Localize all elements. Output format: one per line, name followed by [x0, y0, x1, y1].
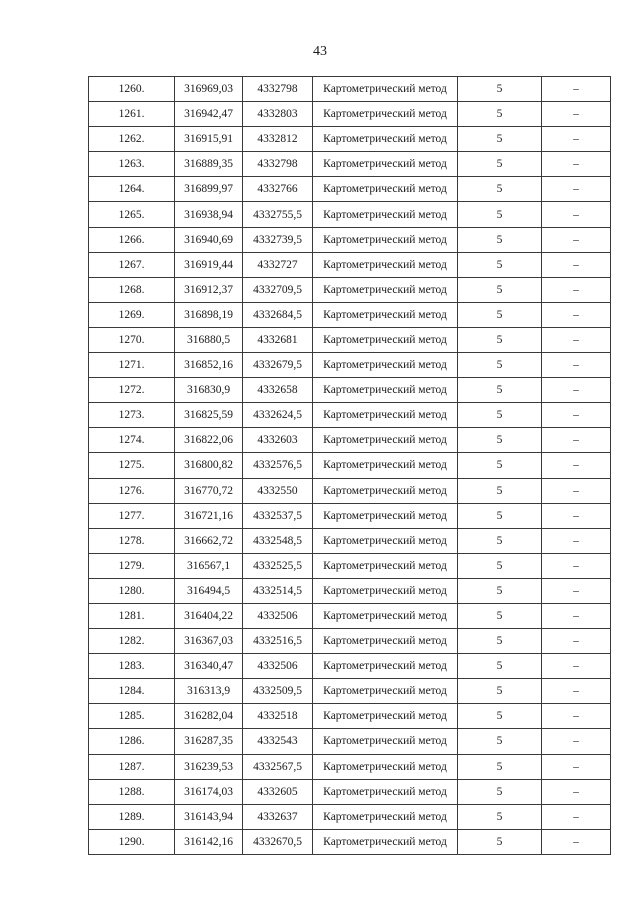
note-cell: –	[542, 603, 611, 628]
point-number-cell: 1271.	[89, 353, 175, 378]
table-row	[89, 327, 611, 352]
point-number-cell: 1268.	[89, 277, 175, 302]
accuracy-cell: 5	[458, 227, 542, 252]
accuracy-cell: 5	[458, 252, 542, 277]
point-number-cell: 1269.	[89, 302, 175, 327]
accuracy-cell: 5	[458, 302, 542, 327]
accuracy-cell: 5	[458, 528, 542, 553]
x-coordinate-cell: 316938,94	[175, 202, 243, 227]
accuracy-cell: 5	[458, 654, 542, 679]
accuracy-cell: 5	[458, 603, 542, 628]
accuracy-cell: 5	[458, 202, 542, 227]
x-coordinate-cell: 316825,59	[175, 403, 243, 428]
table-row	[89, 629, 611, 654]
note-cell: –	[542, 378, 611, 403]
y-coordinate-cell: 4332684,5	[243, 302, 313, 327]
table-row	[89, 177, 611, 202]
x-coordinate-cell: 316404,22	[175, 603, 243, 628]
y-coordinate-cell: 4332798	[243, 77, 313, 102]
accuracy-cell: 5	[458, 277, 542, 302]
note-cell: –	[542, 77, 611, 102]
point-number-cell: 1285.	[89, 704, 175, 729]
y-coordinate-cell: 4332658	[243, 378, 313, 403]
table-row	[89, 102, 611, 127]
note-cell: –	[542, 729, 611, 754]
table-row	[89, 704, 611, 729]
point-number-cell: 1281.	[89, 603, 175, 628]
method-cell: Картометрический метод	[313, 829, 458, 854]
note-cell: –	[542, 202, 611, 227]
method-cell: Картометрический метод	[313, 654, 458, 679]
note-cell: –	[542, 754, 611, 779]
note-cell: –	[542, 102, 611, 127]
method-cell: Картометрический метод	[313, 177, 458, 202]
method-cell: Картометрический метод	[313, 227, 458, 252]
note-cell: –	[542, 654, 611, 679]
note-cell: –	[542, 679, 611, 704]
note-cell: –	[542, 704, 611, 729]
table-row	[89, 578, 611, 603]
note-cell: –	[542, 528, 611, 553]
method-cell: Картометрический метод	[313, 754, 458, 779]
accuracy-cell: 5	[458, 177, 542, 202]
y-coordinate-cell: 4332727	[243, 252, 313, 277]
table-row	[89, 277, 611, 302]
coordinates-table	[88, 76, 611, 855]
method-cell: Картометрический метод	[313, 679, 458, 704]
accuracy-cell: 5	[458, 403, 542, 428]
point-number-cell: 1287.	[89, 754, 175, 779]
x-coordinate-cell: 316830,9	[175, 378, 243, 403]
accuracy-cell: 5	[458, 503, 542, 528]
point-number-cell: 1273.	[89, 403, 175, 428]
y-coordinate-cell: 4332766	[243, 177, 313, 202]
note-cell: –	[542, 553, 611, 578]
note-cell: –	[542, 327, 611, 352]
table-row	[89, 603, 611, 628]
y-coordinate-cell: 4332812	[243, 127, 313, 152]
accuracy-cell: 5	[458, 704, 542, 729]
x-coordinate-cell: 316143,94	[175, 804, 243, 829]
y-coordinate-cell: 4332543	[243, 729, 313, 754]
point-number-cell: 1267.	[89, 252, 175, 277]
table-row	[89, 829, 611, 854]
y-coordinate-cell: 4332550	[243, 478, 313, 503]
accuracy-cell: 5	[458, 578, 542, 603]
y-coordinate-cell: 4332567,5	[243, 754, 313, 779]
y-coordinate-cell: 4332679,5	[243, 353, 313, 378]
point-number-cell: 1262.	[89, 127, 175, 152]
accuracy-cell: 5	[458, 478, 542, 503]
table-row	[89, 453, 611, 478]
method-cell: Картометрический метод	[313, 302, 458, 327]
accuracy-cell: 5	[458, 102, 542, 127]
note-cell: –	[542, 428, 611, 453]
table-row	[89, 152, 611, 177]
method-cell: Картометрический метод	[313, 77, 458, 102]
method-cell: Картометрический метод	[313, 202, 458, 227]
x-coordinate-cell: 316340,47	[175, 654, 243, 679]
x-coordinate-cell: 316919,44	[175, 252, 243, 277]
y-coordinate-cell: 4332537,5	[243, 503, 313, 528]
accuracy-cell: 5	[458, 804, 542, 829]
note-cell: –	[542, 152, 611, 177]
point-number-cell: 1270.	[89, 327, 175, 352]
point-number-cell: 1284.	[89, 679, 175, 704]
accuracy-cell: 5	[458, 679, 542, 704]
x-coordinate-cell: 316662,72	[175, 528, 243, 553]
y-coordinate-cell: 4332755,5	[243, 202, 313, 227]
accuracy-cell: 5	[458, 453, 542, 478]
table-row	[89, 428, 611, 453]
y-coordinate-cell: 4332514,5	[243, 578, 313, 603]
accuracy-cell: 5	[458, 77, 542, 102]
method-cell: Картометрический метод	[313, 102, 458, 127]
table-row	[89, 553, 611, 578]
table-row	[89, 202, 611, 227]
x-coordinate-cell: 316915,91	[175, 127, 243, 152]
point-number-cell: 1274.	[89, 428, 175, 453]
method-cell: Картометрический метод	[313, 603, 458, 628]
table-row	[89, 77, 611, 102]
method-cell: Картометрический метод	[313, 729, 458, 754]
point-number-cell: 1261.	[89, 102, 175, 127]
y-coordinate-cell: 4332798	[243, 152, 313, 177]
x-coordinate-cell: 316770,72	[175, 478, 243, 503]
y-coordinate-cell: 4332637	[243, 804, 313, 829]
x-coordinate-cell: 316287,35	[175, 729, 243, 754]
y-coordinate-cell: 4332709,5	[243, 277, 313, 302]
accuracy-cell: 5	[458, 152, 542, 177]
y-coordinate-cell: 4332518	[243, 704, 313, 729]
table-row	[89, 403, 611, 428]
point-number-cell: 1276.	[89, 478, 175, 503]
x-coordinate-cell: 316142,16	[175, 829, 243, 854]
accuracy-cell: 5	[458, 829, 542, 854]
note-cell: –	[542, 829, 611, 854]
y-coordinate-cell: 4332548,5	[243, 528, 313, 553]
x-coordinate-cell: 316899,97	[175, 177, 243, 202]
point-number-cell: 1280.	[89, 578, 175, 603]
y-coordinate-cell: 4332624,5	[243, 403, 313, 428]
x-coordinate-cell: 316880,5	[175, 327, 243, 352]
point-number-cell: 1278.	[89, 528, 175, 553]
table-row	[89, 679, 611, 704]
accuracy-cell: 5	[458, 428, 542, 453]
x-coordinate-cell: 316889,35	[175, 152, 243, 177]
note-cell: –	[542, 453, 611, 478]
table-row	[89, 754, 611, 779]
point-number-cell: 1279.	[89, 553, 175, 578]
method-cell: Картометрический метод	[313, 629, 458, 654]
x-coordinate-cell: 316239,53	[175, 754, 243, 779]
table-row	[89, 227, 611, 252]
note-cell: –	[542, 227, 611, 252]
x-coordinate-cell: 316800,82	[175, 453, 243, 478]
point-number-cell: 1282.	[89, 629, 175, 654]
point-number-cell: 1277.	[89, 503, 175, 528]
y-coordinate-cell: 4332576,5	[243, 453, 313, 478]
y-coordinate-cell: 4332670,5	[243, 829, 313, 854]
accuracy-cell: 5	[458, 729, 542, 754]
x-coordinate-cell: 316898,19	[175, 302, 243, 327]
point-number-cell: 1286.	[89, 729, 175, 754]
note-cell: –	[542, 127, 611, 152]
method-cell: Картометрический метод	[313, 327, 458, 352]
y-coordinate-cell: 4332739,5	[243, 227, 313, 252]
point-number-cell: 1260.	[89, 77, 175, 102]
y-coordinate-cell: 4332525,5	[243, 553, 313, 578]
method-cell: Картометрический метод	[313, 503, 458, 528]
accuracy-cell: 5	[458, 127, 542, 152]
accuracy-cell: 5	[458, 353, 542, 378]
x-coordinate-cell: 316367,03	[175, 629, 243, 654]
method-cell: Картометрический метод	[313, 478, 458, 503]
y-coordinate-cell: 4332506	[243, 603, 313, 628]
x-coordinate-cell: 316969,03	[175, 77, 243, 102]
note-cell: –	[542, 578, 611, 603]
x-coordinate-cell: 316567,1	[175, 553, 243, 578]
note-cell: –	[542, 277, 611, 302]
note-cell: –	[542, 177, 611, 202]
point-number-cell: 1272.	[89, 378, 175, 403]
table-row	[89, 804, 611, 829]
method-cell: Картометрический метод	[313, 528, 458, 553]
method-cell: Картометрический метод	[313, 704, 458, 729]
method-cell: Картометрический метод	[313, 403, 458, 428]
point-number-cell: 1265.	[89, 202, 175, 227]
method-cell: Картометрический метод	[313, 152, 458, 177]
y-coordinate-cell: 4332603	[243, 428, 313, 453]
point-number-cell: 1288.	[89, 779, 175, 804]
note-cell: –	[542, 629, 611, 654]
x-coordinate-cell: 316282,04	[175, 704, 243, 729]
method-cell: Картометрический метод	[313, 779, 458, 804]
x-coordinate-cell: 316494,5	[175, 578, 243, 603]
method-cell: Картометрический метод	[313, 578, 458, 603]
note-cell: –	[542, 302, 611, 327]
table-row	[89, 528, 611, 553]
method-cell: Картометрический метод	[313, 453, 458, 478]
y-coordinate-cell: 4332681	[243, 327, 313, 352]
x-coordinate-cell: 316822,06	[175, 428, 243, 453]
table-row	[89, 779, 611, 804]
point-number-cell: 1266.	[89, 227, 175, 252]
method-cell: Картометрический метод	[313, 378, 458, 403]
accuracy-cell: 5	[458, 378, 542, 403]
method-cell: Картометрический метод	[313, 428, 458, 453]
table-row	[89, 478, 611, 503]
table-row	[89, 654, 611, 679]
x-coordinate-cell: 316852,16	[175, 353, 243, 378]
point-number-cell: 1283.	[89, 654, 175, 679]
note-cell: –	[542, 804, 611, 829]
point-number-cell: 1263.	[89, 152, 175, 177]
point-number-cell: 1275.	[89, 453, 175, 478]
x-coordinate-cell: 316174,03	[175, 779, 243, 804]
y-coordinate-cell: 4332803	[243, 102, 313, 127]
accuracy-cell: 5	[458, 629, 542, 654]
method-cell: Картометрический метод	[313, 277, 458, 302]
table-row	[89, 729, 611, 754]
method-cell: Картометрический метод	[313, 804, 458, 829]
y-coordinate-cell: 4332509,5	[243, 679, 313, 704]
note-cell: –	[542, 478, 611, 503]
accuracy-cell: 5	[458, 754, 542, 779]
x-coordinate-cell: 316313,9	[175, 679, 243, 704]
x-coordinate-cell: 316942,47	[175, 102, 243, 127]
x-coordinate-cell: 316721,16	[175, 503, 243, 528]
note-cell: –	[542, 403, 611, 428]
accuracy-cell: 5	[458, 327, 542, 352]
point-number-cell: 1264.	[89, 177, 175, 202]
coordinates-table-body	[89, 77, 611, 855]
table-row	[89, 252, 611, 277]
note-cell: –	[542, 503, 611, 528]
method-cell: Картометрический метод	[313, 353, 458, 378]
note-cell: –	[542, 779, 611, 804]
x-coordinate-cell: 316912,37	[175, 277, 243, 302]
method-cell: Картометрический метод	[313, 252, 458, 277]
accuracy-cell: 5	[458, 779, 542, 804]
page-number: 43	[313, 44, 327, 59]
y-coordinate-cell: 4332605	[243, 779, 313, 804]
point-number-cell: 1290.	[89, 829, 175, 854]
table-row	[89, 353, 611, 378]
table-row	[89, 127, 611, 152]
note-cell: –	[542, 353, 611, 378]
accuracy-cell: 5	[458, 553, 542, 578]
table-row	[89, 378, 611, 403]
method-cell: Картометрический метод	[313, 553, 458, 578]
note-cell: –	[542, 252, 611, 277]
method-cell: Картометрический метод	[313, 127, 458, 152]
table-row	[89, 302, 611, 327]
point-number-cell: 1289.	[89, 804, 175, 829]
table-row	[89, 503, 611, 528]
x-coordinate-cell: 316940,69	[175, 227, 243, 252]
y-coordinate-cell: 4332506	[243, 654, 313, 679]
y-coordinate-cell: 4332516,5	[243, 629, 313, 654]
